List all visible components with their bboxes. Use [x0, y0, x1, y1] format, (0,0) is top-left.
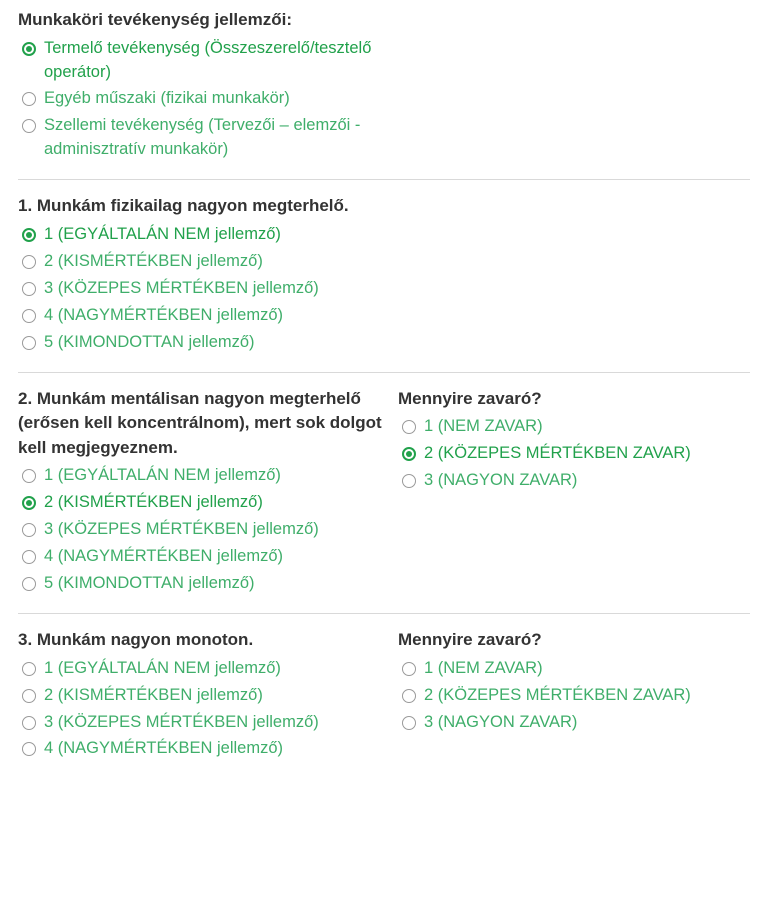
radio-button-icon[interactable]: [22, 255, 36, 269]
radio-option-q3-right-1[interactable]: [398, 684, 750, 708]
radio-button-icon[interactable]: [22, 228, 36, 242]
radio-button-icon[interactable]: [22, 496, 36, 510]
radio-option-q2-left-2[interactable]: [18, 518, 398, 542]
radio-option-q1-left-3[interactable]: [18, 304, 398, 328]
question-heading: 2. Munkám mentálisan nagyon megterhelő (erősen kell koncentrálnom), mert sok dolgot kell megjegyeznem.: [18, 388, 382, 457]
radio-option-q3-right-2[interactable]: [398, 711, 750, 735]
radio-button-icon[interactable]: [22, 336, 36, 350]
section-divider: [18, 613, 750, 614]
radio-option-label: 2 (KISMÉRTÉKBEN jellemző): [44, 493, 263, 512]
radio-option-label: 1 (NEM ZAVAR): [424, 658, 543, 677]
radio-button-icon[interactable]: [22, 577, 36, 591]
radio-option-label: 3 (KÖZEPES MÉRTÉKBEN jellemző): [44, 712, 319, 731]
question-section-q1: [18, 194, 750, 371]
radio-option-label: 2 (KÖZEPES MÉRTÉKBEN ZAVAR): [424, 444, 691, 463]
radio-option-label: 1 (NEM ZAVAR): [424, 417, 543, 436]
section-columns: [18, 387, 750, 600]
radio-button-icon[interactable]: [22, 716, 36, 730]
radio-button-icon[interactable]: [22, 42, 36, 56]
radio-option-q2-left-1[interactable]: [18, 491, 398, 515]
radio-option-label: 1 (EGYÁLTALÁN NEM jellemző): [44, 224, 281, 243]
radio-option-q2-right-0[interactable]: [398, 415, 750, 439]
radio-button-icon[interactable]: [402, 689, 416, 703]
radio-option-label: 4 (NAGYMÉRTÉKBEN jellemző): [44, 739, 284, 758]
radio-option-job-type-left-2[interactable]: [18, 114, 398, 162]
radio-button-icon[interactable]: [402, 474, 416, 488]
radio-option-q1-left-0[interactable]: [18, 223, 398, 247]
right-column: [398, 387, 750, 496]
radio-option-label: 5 (KIMONDOTTAN jellemző): [44, 332, 255, 351]
radio-button-icon[interactable]: [22, 523, 36, 537]
radio-button-icon[interactable]: [22, 92, 36, 106]
question-section-job-type: [18, 8, 750, 179]
section-divider: [18, 372, 750, 373]
radio-option-label: 2 (KÖZEPES MÉRTÉKBEN ZAVAR): [424, 685, 691, 704]
radio-option-q3-left-0[interactable]: [18, 657, 398, 681]
radio-button-icon[interactable]: [22, 469, 36, 483]
radio-option-q3-right-0[interactable]: [398, 657, 750, 681]
radio-option-job-type-left-1[interactable]: [18, 87, 398, 111]
question-section-q3: [18, 628, 750, 778]
radio-option-q1-left-1[interactable]: [18, 250, 398, 274]
radio-option-label: Egyéb műszaki (fizikai munkakör): [44, 89, 290, 108]
radio-option-q2-left-0[interactable]: [18, 464, 398, 488]
radio-button-icon[interactable]: [22, 689, 36, 703]
section-columns: [18, 194, 750, 357]
radio-option-label: Szellemi tevékenység (Tervezői – elemzői - adminisztratív munkakör): [44, 116, 361, 159]
radio-option-q2-right-1[interactable]: [398, 442, 750, 466]
radio-option-q3-left-2[interactable]: [18, 711, 398, 735]
question-heading: 1. Munkám fizikailag nagyon megterhelő.: [18, 196, 349, 216]
radio-button-icon[interactable]: [22, 282, 36, 296]
disturbance-heading: Mennyire zavaró?: [398, 388, 542, 408]
radio-option-q3-left-3[interactable]: [18, 737, 398, 761]
radio-option-label: 1 (EGYÁLTALÁN NEM jellemző): [44, 466, 281, 485]
section-columns: [18, 8, 750, 165]
radio-option-label: 5 (KIMONDOTTAN jellemző): [44, 574, 255, 593]
question-section-q2: [18, 387, 750, 614]
disturbance-heading: Mennyire zavaró?: [398, 630, 542, 650]
radio-option-q1-left-4[interactable]: [18, 331, 398, 355]
radio-option-label: 3 (NAGYON ZAVAR): [424, 712, 578, 731]
radio-button-icon[interactable]: [22, 119, 36, 133]
left-column: [18, 387, 398, 600]
radio-option-label: 4 (NAGYMÉRTÉKBEN jellemző): [44, 547, 284, 566]
radio-option-label: 1 (EGYÁLTALÁN NEM jellemző): [44, 658, 281, 677]
radio-button-icon[interactable]: [402, 662, 416, 676]
section-heading: Munkaköri tevékenység jellemzői:: [18, 10, 292, 29]
radio-option-q2-left-4[interactable]: [18, 572, 398, 596]
radio-button-icon[interactable]: [402, 716, 416, 730]
radio-button-icon[interactable]: [402, 447, 416, 461]
radio-button-icon[interactable]: [22, 742, 36, 756]
question-heading: 3. Munkám nagyon monoton.: [18, 630, 254, 650]
section-columns: [18, 628, 750, 764]
radio-option-q2-left-3[interactable]: [18, 545, 398, 569]
radio-option-label: 3 (NAGYON ZAVAR): [424, 470, 578, 489]
radio-option-job-type-left-0[interactable]: [18, 37, 398, 85]
left-column: [18, 628, 398, 764]
radio-option-q3-left-1[interactable]: [18, 684, 398, 708]
right-column: [398, 628, 750, 737]
radio-button-icon[interactable]: [402, 420, 416, 434]
radio-button-icon[interactable]: [22, 309, 36, 323]
radio-option-label: 3 (KÖZEPES MÉRTÉKBEN jellemző): [44, 278, 319, 297]
section-divider: [18, 179, 750, 180]
radio-option-q2-right-2[interactable]: [398, 469, 750, 493]
left-column: [18, 8, 398, 165]
radio-option-label: Termelő tevékenység (Összeszerelő/tesztelő operátor): [44, 38, 372, 81]
radio-option-label: 3 (KÖZEPES MÉRTÉKBEN jellemző): [44, 520, 319, 539]
left-column: [18, 194, 398, 357]
radio-button-icon[interactable]: [22, 662, 36, 676]
radio-option-label: 2 (KISMÉRTÉKBEN jellemző): [44, 251, 263, 270]
radio-button-icon[interactable]: [22, 550, 36, 564]
radio-option-q1-left-2[interactable]: [18, 277, 398, 301]
radio-option-label: 2 (KISMÉRTÉKBEN jellemző): [44, 685, 263, 704]
radio-option-label: 4 (NAGYMÉRTÉKBEN jellemző): [44, 305, 284, 324]
